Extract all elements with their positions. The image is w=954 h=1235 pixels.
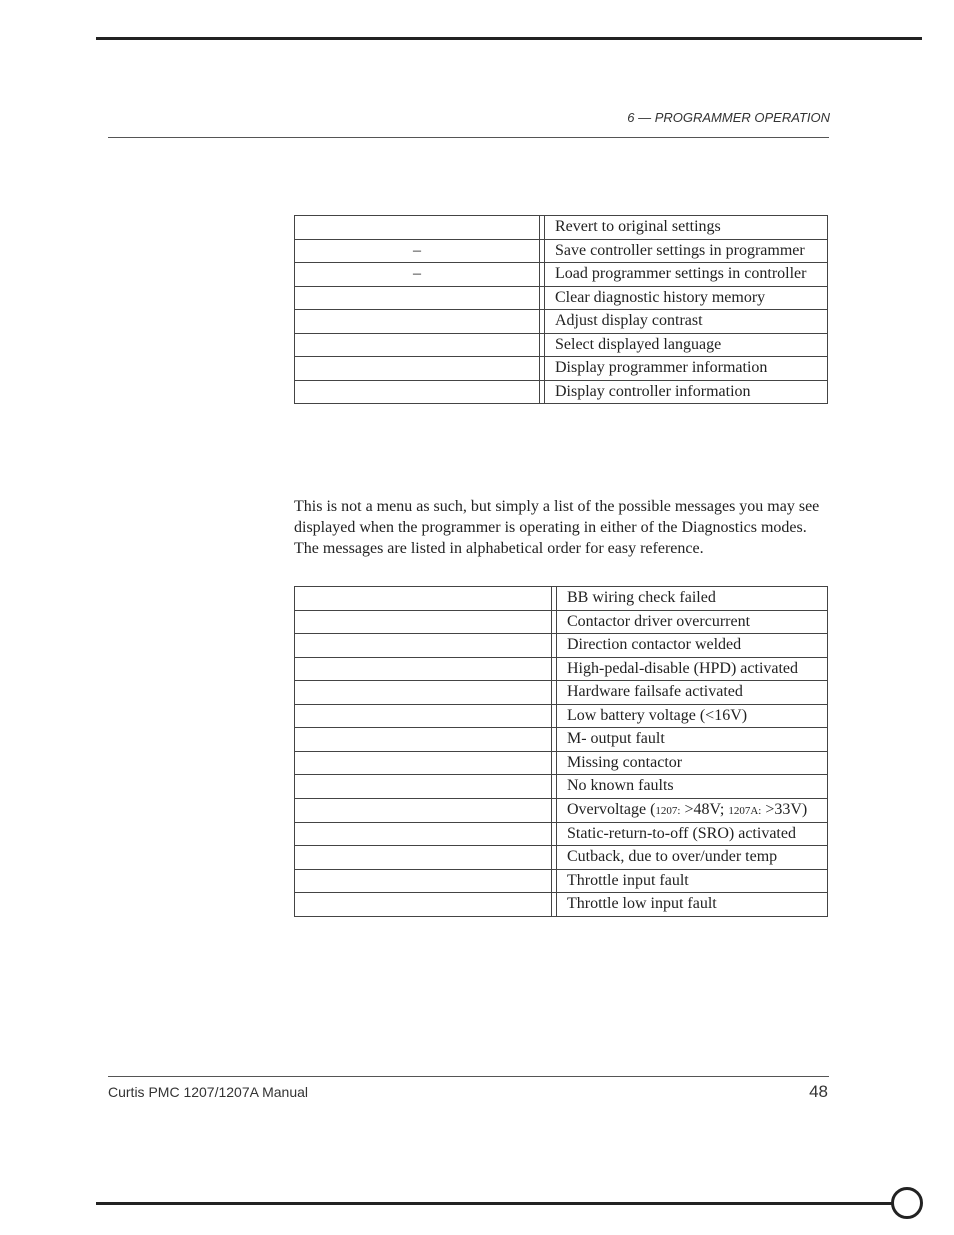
table-row: [295, 333, 828, 357]
message-text: BB wiring check failed: [557, 587, 828, 611]
message-text: Missing contactor: [557, 751, 828, 775]
message-text: Cutback, due to over/under temp: [557, 846, 828, 870]
table-row: [295, 775, 828, 799]
table-row: [295, 728, 828, 752]
table-row: [295, 822, 828, 846]
table-row: [295, 263, 828, 287]
menu-description: Adjust display contrast: [545, 310, 828, 334]
bottom-rule: [96, 1202, 896, 1205]
table-row: [295, 846, 828, 870]
table-row: [295, 798, 828, 822]
intro-line: displayed when the programmer is operating in either of the Diagnostics modes.: [294, 519, 807, 536]
intro-line: The messages are listed in alphabetical order for easy reference.: [294, 540, 704, 557]
top-rule: [96, 37, 922, 40]
menu-key: [295, 357, 540, 381]
table-row: [295, 634, 828, 658]
footer-divider: [108, 1076, 829, 1077]
page-corner-circle: [891, 1187, 923, 1219]
menu-description: Clear diagnostic history memory: [545, 286, 828, 310]
message-text: High-pedal-disable (HPD) activated: [557, 657, 828, 681]
menu-key: [295, 286, 540, 310]
table-row: [295, 610, 828, 634]
menu-key: [295, 216, 540, 240]
menu-key: [295, 310, 540, 334]
diagnostic-messages-table: [294, 586, 828, 917]
menu-key: –: [295, 263, 540, 287]
menu-description: Display programmer information: [545, 357, 828, 381]
message-text: Hardware failsafe activated: [557, 681, 828, 705]
table-row: [295, 893, 828, 917]
menu-key: [295, 333, 540, 357]
message-label: Overvoltage: [567, 800, 647, 818]
intro-paragraph: [294, 496, 834, 559]
message-text: Contactor driver overcurrent: [557, 610, 828, 634]
message-text: Throttle input fault: [557, 869, 828, 893]
table-row: [295, 216, 828, 240]
page-number: 48: [809, 1082, 828, 1101]
menu-description: Display controller information: [545, 380, 828, 404]
section-header: 6 — PROGRAMMER OPERATION: [627, 110, 830, 125]
model-code-1207a: 1207A:: [728, 804, 762, 817]
intro-line: This is not a menu as such, but simply a list of the possible messages you may see: [294, 498, 820, 515]
menu-key: –: [295, 239, 540, 263]
message-text: Low battery voltage (<16V): [557, 704, 828, 728]
menu-description: Revert to original settings: [545, 216, 828, 240]
header-divider: [108, 137, 829, 138]
menu-key: [295, 380, 540, 404]
programmer-menu-table: [294, 215, 828, 404]
table-row: [295, 704, 828, 728]
message-text: No known faults: [557, 775, 828, 799]
table-row: [295, 357, 828, 381]
menu-description: Load programmer settings in controller: [545, 263, 828, 287]
menu-description: Save controller settings in programmer: [545, 239, 828, 263]
manual-title: Curtis PMC 1207/1207A Manual: [108, 1084, 308, 1100]
message-text: Direction contactor welded: [557, 634, 828, 658]
table-row: [295, 751, 828, 775]
table-row: [295, 869, 828, 893]
model-code-1207: 1207:: [655, 804, 681, 817]
message-text: M- output fault: [557, 728, 828, 752]
table-row: [295, 310, 828, 334]
table-row: [295, 681, 828, 705]
table-row: [295, 239, 828, 263]
message-text: Static-return-to-off (SRO) activated: [557, 822, 828, 846]
message-text-overvoltage: Overvoltage (1207: >48V; 1207A: >33V): [557, 798, 828, 822]
table-row: [295, 286, 828, 310]
table-row: [295, 587, 828, 611]
menu-description: Select displayed language: [545, 333, 828, 357]
table-row: [295, 380, 828, 404]
table-row: [295, 657, 828, 681]
message-text: Throttle low input fault: [557, 893, 828, 917]
